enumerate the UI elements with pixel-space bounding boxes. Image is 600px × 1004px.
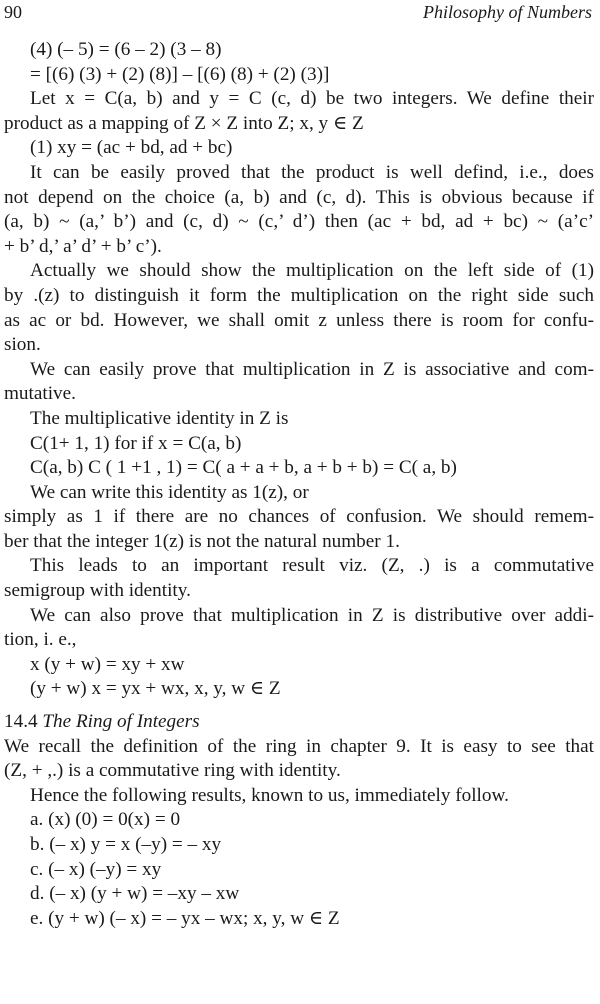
list-item: b. (– x) y = x (–y) = – xy <box>30 834 222 855</box>
text-line: tion, i. e., <box>4 629 77 651</box>
text-line: ber that the integer 1(z) is not the natural number 1. <box>4 530 400 552</box>
text-line: x (y + w) = xy + xw <box>30 653 185 675</box>
text-line: It can be easily proved that the product is well defind, i.e., does <box>30 161 594 183</box>
book-page <box>4 0 594 1004</box>
text-line: (y + w) x = yx + wx, x, y, w ∈ Z <box>30 678 281 700</box>
list-item: d. (– x) (y + w) = –xy – xw <box>30 883 240 905</box>
list-item: e. (y + w) (– x) = – yx – wx; x, y, w ∈ Z <box>30 907 340 929</box>
page-number: 90 <box>4 2 22 22</box>
text-line: C(1+ 1, 1) for if x = C(a, b) <box>30 432 242 454</box>
text-line: (4) (– 5) = (6 – 2) (3 – 8) <box>30 39 222 60</box>
text-line: The multiplicative identity in Z is <box>30 407 289 429</box>
text-line: + b’ d,’ a’ d’ + b’ c’). <box>4 235 162 257</box>
text-line: We recall the definition of the ring in chapter 9. It is easy to see that <box>4 735 594 757</box>
list-item: a. (x) (0) = 0(x) = 0 <box>30 809 181 831</box>
text-line: sion. <box>4 334 41 356</box>
text-line: simply as 1 if there are no chances of confusion. We should remem- <box>4 506 594 528</box>
text-line: (1) xy = (ac + bd, ad + bc) <box>30 137 233 159</box>
text-line: not depend on the choice (a, b) and (c, d). This is obvious because if <box>4 186 594 208</box>
text-line: (Z, + ,.) is a commutative ring with identity. <box>4 760 341 782</box>
running-title: Philosophy of Numbers <box>423 2 592 22</box>
section-number: 14.4 <box>4 711 38 733</box>
text-line: mutative. <box>4 383 76 405</box>
text-line: product as a mapping of Z × Z into Z; x, y ∈ Z <box>4 112 364 134</box>
page-header <box>4 2 594 26</box>
text-line: C(a, b) C ( 1 +1 , 1) = C( a + a + b, a + b + b) = C( a, b) <box>30 457 457 479</box>
text-line: semigroup with identity. <box>4 580 191 602</box>
text-line: We can easily prove that multiplication in Z is associative and com- <box>30 358 594 380</box>
section-heading <box>4 710 594 735</box>
text-line: (a, b) ~ (a,’ b’) and (c, d) ~ (c,’ d’) then (ac + bd, ad + bc) ~ (a’c’ <box>4 211 594 233</box>
text-line: This leads to an important result viz. (Z, .) is a commutative <box>30 555 594 577</box>
page-body <box>4 38 594 931</box>
text-line: = [(6) (3) + (2) (8)] – [(6) (8) + (2) (3)] <box>30 63 330 85</box>
text-line: by .(z) to distinguish it form the multiplication on the right side such <box>4 284 594 306</box>
text-line: Actually we should show the multiplication on the left side of (1) <box>30 260 594 282</box>
list-item: c. (– x) (–y) = xy <box>30 858 162 880</box>
text-line: as ac or bd. However, we shall omit z unless there is room for confu- <box>4 309 594 331</box>
text-line: Hence the following results, known to us, immediately follow. <box>30 784 509 806</box>
text-line: We can also prove that multiplication in Z is distributive over addi- <box>30 604 594 626</box>
text-line: Let x = C(a, b) and y = C (c, d) be two integers. We define their <box>30 88 594 110</box>
text-line: We can write this identity as 1(z), or <box>30 481 309 503</box>
section-title: The Ring of Integers <box>42 711 200 733</box>
